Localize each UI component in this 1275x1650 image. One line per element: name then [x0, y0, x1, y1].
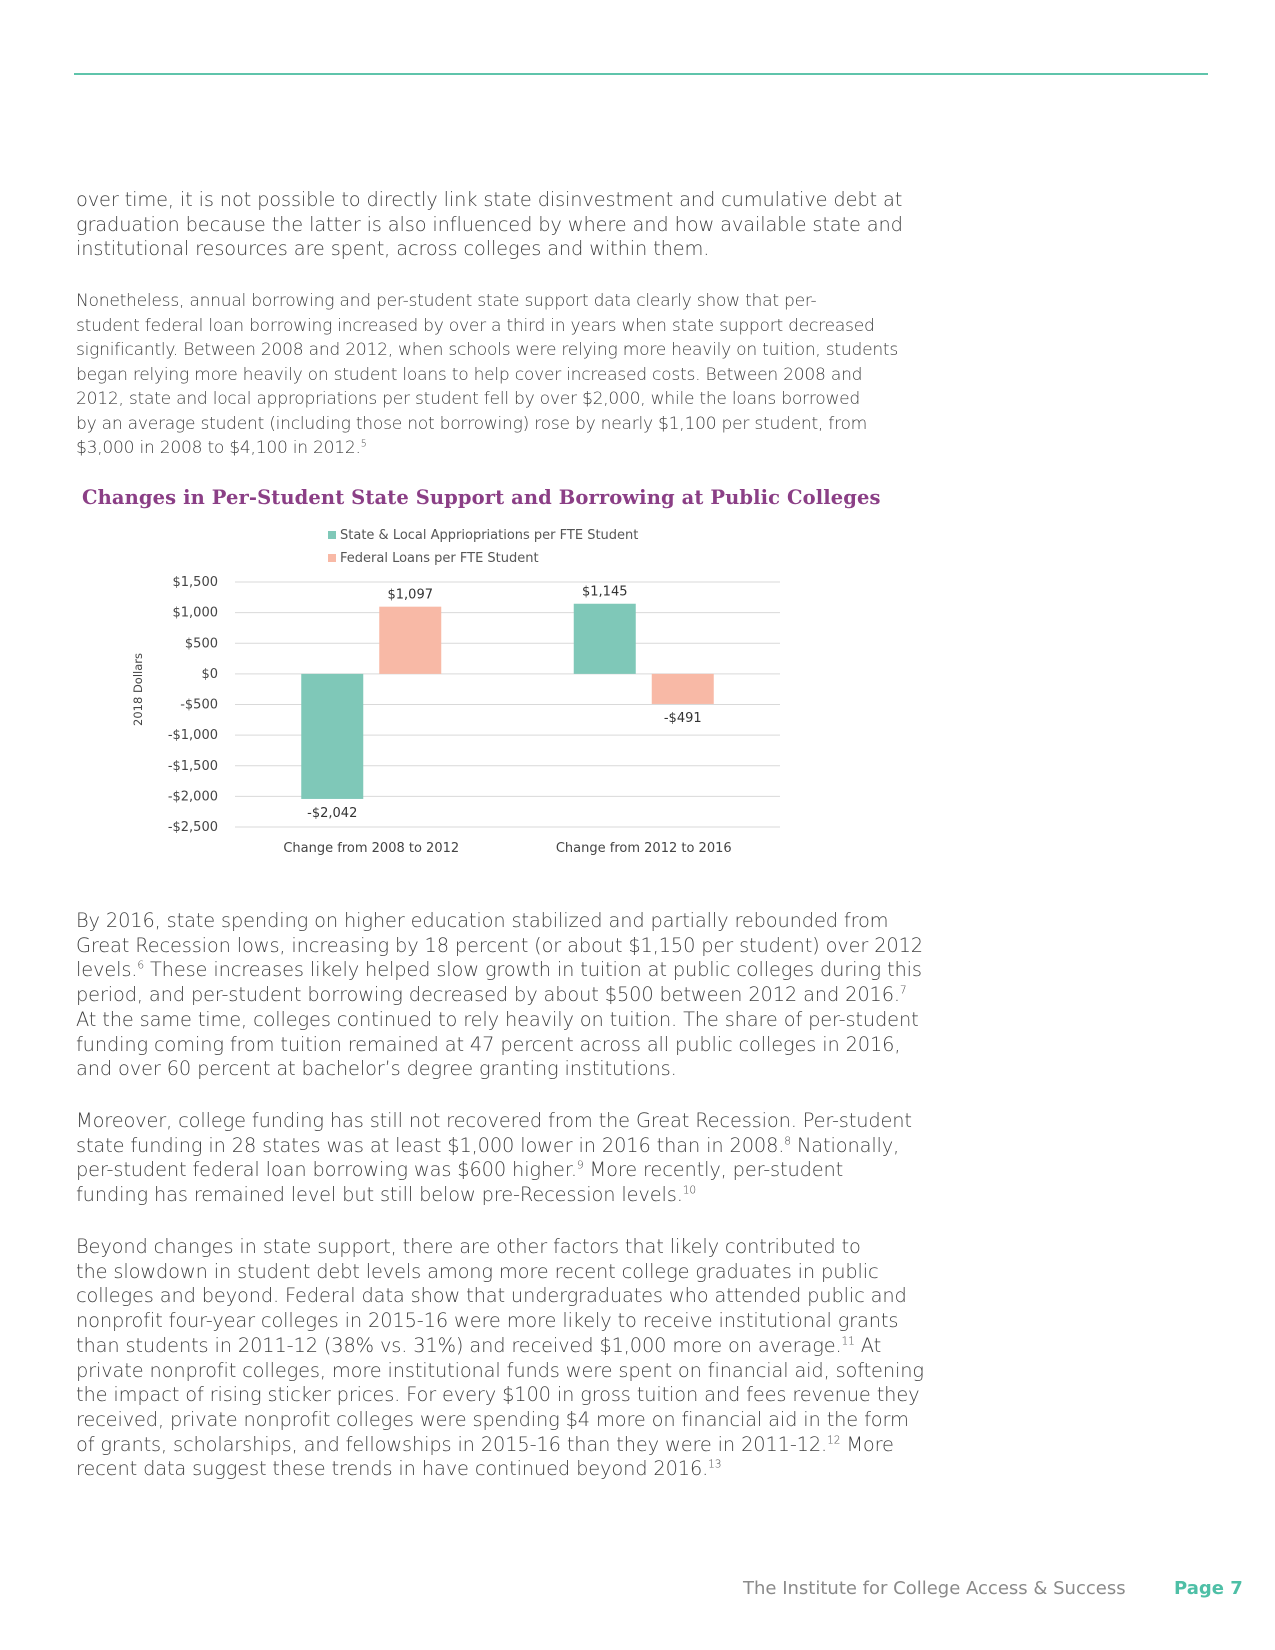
paragraph-1 — [76, 188, 903, 262]
text-line: nonprofit four-year colleges in 2015-16 were more likely to receive institutional grants — [76, 1309, 899, 1333]
text-line: Nationally, — [790, 1133, 900, 1157]
y-tick-label: $1,500 — [172, 575, 218, 590]
header-rule — [74, 73, 1208, 75]
footer-organization: The Institute for College Access & Success — [743, 1578, 1126, 1599]
data-label: $1,097 — [387, 587, 433, 603]
text-line: colleges and beyond. Federal data show that undergraduates who attended public and — [76, 1284, 907, 1308]
text-line: levels. — [76, 958, 138, 982]
x-tick-label: Change from 2008 to 2012 — [283, 841, 460, 856]
chart-title: Changes in Per-Student State Support and Borrowing at Public Colleges — [82, 486, 881, 509]
text-line: More recently, per-student — [583, 1158, 844, 1182]
text-line: By 2016, state spending on higher education stabilized and partially rebounded from — [76, 909, 889, 932]
text-line: funding coming from tuition remained at 47 percent across all public colleges in 2016, — [76, 1032, 901, 1056]
text-line: by an average student (including those not borrowing) rose by nearly $1,100 per student, from — [76, 413, 868, 434]
footnote-ref[interactable]: 12 — [827, 1433, 841, 1447]
text-line: Moreover, college funding has still not recovered from the Great Recession. Per-student — [76, 1109, 912, 1132]
footnote-ref[interactable]: 7 — [899, 983, 907, 997]
y-tick-label: $1,000 — [172, 605, 218, 621]
y-tick-label: $0 — [201, 666, 218, 682]
legend-label: Federal Loans per FTE Student — [340, 551, 539, 566]
text-line: Nonetheless, annual borrowing and per-student state support data clearly show that per- — [76, 291, 817, 311]
footnote-ref[interactable]: 11 — [841, 1334, 855, 1348]
y-tick-label: -$2,000 — [167, 789, 218, 805]
text-line: over time, it is not possible to directly link state disinvestment and cumulative debt at — [76, 188, 903, 211]
text-line: At the same time, colleges continued to rely heavily on tuition. The share of per-student — [76, 1007, 919, 1031]
footnote-ref[interactable]: 8 — [784, 1134, 791, 1148]
text-line: received, private nonprofit colleges were spending $4 more on financial aid in the form — [76, 1407, 909, 1431]
text-line: than students in 2011-12 (38% vs. 31%) and received $1,000 more on average. — [76, 1333, 842, 1357]
text-line: funding has remained level but still below pre-Recession levels. — [76, 1183, 683, 1207]
text-line: Beyond changes in state support, there are other factors that likely contributed to — [76, 1235, 861, 1258]
data-label: $1,145 — [582, 584, 628, 600]
text-line: of grants, scholarships, and fellowships in 2015-16 than they were in 2011-12. — [76, 1432, 828, 1456]
y-tick-label: $500 — [184, 636, 218, 652]
legend-swatch — [328, 531, 336, 539]
legend-label: State & Local Appriopriations per FTE Student — [340, 528, 639, 543]
data-label: -$2,042 — [307, 805, 358, 821]
footnote-ref[interactable]: 13 — [708, 1457, 722, 1471]
text-line: Great Recession lows, increasing by 18 percent (or about $1,150 per student) over 2012 — [76, 933, 923, 957]
text-line: per-student federal loan borrowing was $600 higher. — [76, 1158, 577, 1182]
paragraph-5 — [76, 1235, 924, 1482]
bar — [652, 674, 714, 704]
text-line: recent data suggest these trends in have continued beyond 2016. — [76, 1457, 709, 1481]
footnote-ref[interactable]: 6 — [137, 958, 144, 972]
text-line: and over 60 percent at bachelor’s degree granting institutions. — [76, 1057, 677, 1081]
bar — [301, 674, 363, 799]
data-label: -$491 — [663, 710, 702, 726]
text-line: the impact of rising sticker prices. For every $100 in gross tuition and fees revenue they — [76, 1383, 920, 1407]
text-line: began relying more heavily on student loans to help cover increased costs. Between 2008 and — [76, 364, 863, 385]
y-tick-label: -$500 — [180, 697, 218, 713]
footnote-ref[interactable]: 9 — [576, 1158, 584, 1172]
text-line: graduation because the latter is also influenced by where and how available state and — [76, 212, 903, 236]
text-line: institutional resources are spent, across colleges and within them. — [76, 237, 710, 261]
y-axis-label: 2018 Dollars — [131, 653, 145, 726]
text-line: state funding in 28 states was at least $1,000 lower in 2016 than in 2008. — [76, 1133, 785, 1157]
text-line: the slowdown in student debt levels among more recent college graduates in public — [76, 1259, 879, 1283]
bar — [574, 604, 636, 674]
paragraph-2 — [76, 289, 899, 461]
legend-swatch — [328, 554, 336, 562]
y-tick-label: -$1,000 — [167, 728, 218, 744]
text-line: private nonprofit colleges, more institutional funds were spent on financial aid, softening — [76, 1358, 924, 1382]
text-line: student federal loan borrowing increased by over a third in years when state support decreased — [76, 315, 875, 336]
text-line: significantly. Between 2008 and 2012, when schools were relying more heavily on tuition, students — [76, 340, 899, 360]
text-line: More — [840, 1432, 894, 1456]
bar — [379, 607, 441, 674]
paragraph-4 — [76, 1109, 912, 1208]
bar-chart — [120, 525, 810, 875]
y-tick-label: -$2,500 — [167, 820, 218, 835]
text-line: These increases likely helped slow growth in tuition at public colleges during this — [143, 958, 922, 982]
text-line: At — [854, 1333, 882, 1357]
text-line: 2012, state and local appropriations per student fell by over $2,000, while the loans borrowed — [76, 389, 861, 409]
footnote-ref[interactable]: 10 — [682, 1183, 696, 1197]
paragraph-3 — [76, 909, 923, 1082]
text-line: $3,000 in 2008 to $4,100 in 2012. — [76, 438, 361, 458]
y-tick-label: -$1,500 — [167, 758, 218, 774]
x-tick-label: Change from 2012 to 2016 — [555, 841, 732, 856]
text-line: period, and per-student borrowing decreased by about $500 between 2012 and 2016. — [76, 983, 900, 1007]
page-number: Page 7 — [1174, 1578, 1243, 1599]
footnote-ref[interactable]: 5 — [360, 438, 367, 450]
